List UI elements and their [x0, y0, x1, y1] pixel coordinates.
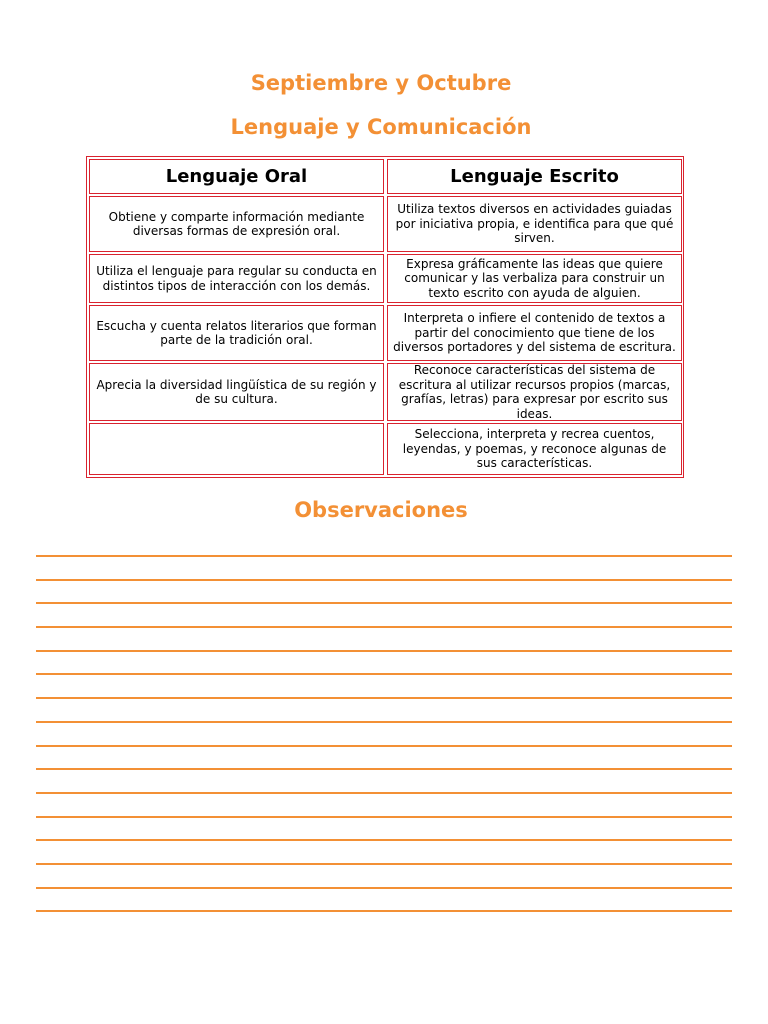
writing-line: [36, 673, 732, 675]
table-cell-written: Utiliza textos diversos en actividades guiadas por iniciativa propia, e identifica para que qué sirven.: [387, 196, 682, 252]
writing-line: [36, 626, 732, 628]
column-header-written: Lenguaje Escrito: [387, 159, 682, 194]
table-cell-written: Selecciona, interpreta y recrea cuentos, leyendas, y poemas, y reconoce algunas de sus características.: [387, 423, 682, 475]
writing-line: [36, 887, 732, 889]
table-cell-written: Expresa gráficamente las ideas que quiere comunicar y las verbaliza para construir un texto escrito con ayuda de alguien.: [387, 254, 682, 303]
writing-line: [36, 792, 732, 794]
writing-line: [36, 555, 732, 557]
table-cell-oral: [89, 423, 384, 475]
writing-line: [36, 697, 732, 699]
writing-line: [36, 863, 732, 865]
writing-line: [36, 650, 732, 652]
table-cell-oral: Escucha y cuenta relatos literarios que forman parte de la tradición oral.: [89, 305, 384, 361]
table-cell-oral: Obtiene y comparte información mediante diversas formas de expresión oral.: [89, 196, 384, 252]
page-subtitle: Lenguaje y Comunicación: [230, 115, 532, 139]
observations-title: Observaciones: [294, 498, 468, 522]
writing-line: [36, 910, 732, 912]
writing-line: [36, 721, 732, 723]
writing-line: [36, 816, 732, 818]
writing-line: [36, 602, 732, 604]
writing-line: [36, 745, 732, 747]
writing-line: [36, 839, 732, 841]
page-title: Septiembre y Octubre: [250, 71, 512, 95]
writing-line: [36, 768, 732, 770]
table-cell-oral: Aprecia la diversidad lingüística de su región y de su cultura.: [89, 363, 384, 421]
observation-lines: [36, 555, 732, 934]
table-cell-written: Interpreta o infiere el contenido de textos a partir del conocimiento que tiene de los diversos portadores y del sistema de escritura.: [387, 305, 682, 361]
writing-line: [36, 579, 732, 581]
table-cell-written: Reconoce características del sistema de escritura al utilizar recursos propios (marcas, grafías, letras) para expresar por escrito sus ideas.: [387, 363, 682, 421]
table-cell-oral: Utiliza el lenguaje para regular su conducta en distintos tipos de interacción con los demás.: [89, 254, 384, 303]
competencies-table: [86, 156, 684, 478]
column-header-oral: Lenguaje Oral: [89, 159, 384, 194]
